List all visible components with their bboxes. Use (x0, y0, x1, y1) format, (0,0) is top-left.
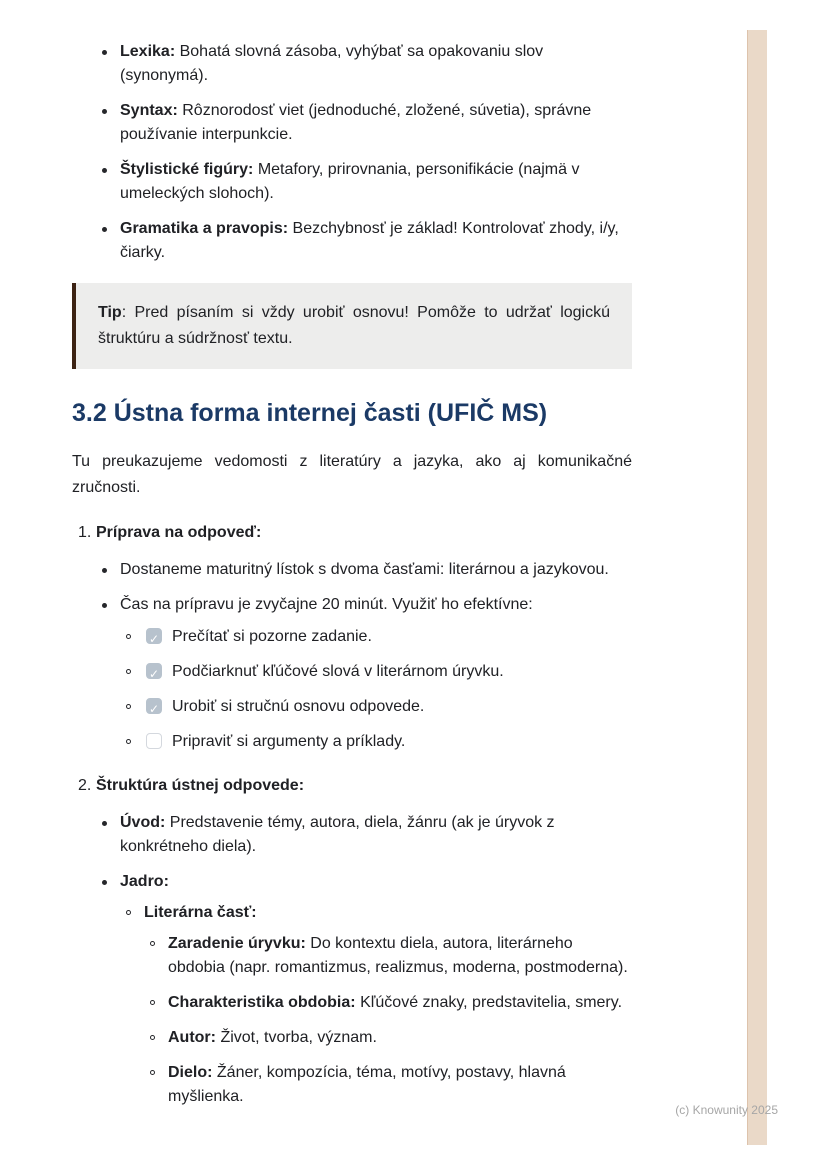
bullet-item (72, 99, 632, 147)
checkbox-icon[interactable] (146, 663, 162, 679)
sub-bullet-text: Kľúčové znaky, predstavitelia, smery. (360, 994, 623, 1011)
tip-label: Tip (98, 304, 122, 321)
checkbox-icon[interactable] (146, 628, 162, 644)
bullet-text: Rôznorodosť viet (jednoduché, zložené, súvetia), správne používanie interpunkcie. (120, 102, 592, 143)
numbered-title (72, 521, 632, 545)
circle-bullet-icon (126, 901, 144, 925)
circle-bullet-icon (150, 1026, 168, 1050)
numbered-title-text: Štruktúra ústnej odpovede: (96, 777, 305, 794)
bullet-icon (102, 558, 120, 582)
bullet-label: Štylistické figúry: (120, 161, 254, 178)
bullet-item (72, 558, 632, 582)
circle-bullet-icon (150, 932, 168, 980)
bullet-text-wrap (120, 217, 632, 265)
tip-body: : Pred písaním si vždy urobiť osnovu! Pomôže to udržať logickú štruktúru a súdržnosť textu. (98, 304, 610, 347)
circle-bullet-icon (150, 1061, 168, 1109)
sub-bullet-item (72, 932, 632, 980)
checklist-item (72, 625, 632, 649)
sub-bullet-item (72, 1061, 632, 1109)
sub-bullet-item (72, 991, 632, 1015)
bullet-item (72, 158, 632, 206)
bullet-icon (102, 158, 120, 206)
bullet-item (72, 593, 632, 617)
checklist-item (72, 730, 632, 754)
bullet-text-wrap (120, 811, 632, 859)
bullet-item (72, 40, 632, 88)
bullet-item (72, 811, 632, 859)
checklist-text: Urobiť si stručnú osnovu odpovede. (172, 698, 425, 715)
bullet-text: Predstavenie témy, autora, diela, žánru (ak je úryvok z konkrétneho diela). (120, 814, 555, 855)
sub-bullet-item (72, 1026, 632, 1050)
numbered-item-2 (72, 774, 632, 1109)
bullet-text-wrap (120, 40, 632, 88)
sub-bullet-text-wrap (168, 932, 632, 980)
list-number: 1. (78, 524, 92, 541)
sub-section-title (72, 901, 632, 925)
sub-bullet-text-wrap (168, 1061, 632, 1109)
circle-bullet-icon (126, 730, 144, 754)
sub-bullet-label: Autor: (168, 1029, 216, 1046)
tip-text (98, 300, 610, 352)
sub-bullet-text: Život, tvorba, význam. (220, 1029, 377, 1046)
bullet-item (72, 217, 632, 265)
document-body (72, 40, 632, 1120)
sub-bullet-text: Do kontextu diela, autora, literárneho obdobia (napr. romantizmus, realizmus, moderna, postmoderna). (168, 935, 628, 976)
checklist-item (72, 660, 632, 684)
sub-bullet-text-wrap (168, 991, 632, 1015)
checklist-text: Podčiarknuť kľúčové slová v literárnom úryvku. (172, 663, 504, 680)
bullet-text: Dostaneme maturitný lístok s dvoma časťami: literárnou a jazykovou. (120, 561, 609, 578)
circle-bullet-icon (126, 695, 144, 719)
bullet-label: Syntax: (120, 102, 178, 119)
bullet-icon (102, 870, 120, 894)
tip-callout (72, 283, 632, 369)
bullet-icon (102, 217, 120, 265)
checklist-text: Prečítať si pozorne zadanie. (172, 628, 372, 645)
checklist-text: Pripraviť si argumenty a príklady. (172, 733, 406, 750)
bullet-label: Gramatika a pravopis: (120, 220, 289, 237)
bullet-icon (102, 593, 120, 617)
bullet-icon (102, 811, 120, 859)
checklist-item (72, 695, 632, 719)
bullet-icon (102, 99, 120, 147)
section-intro: Tu preukazujeme vedomosti z literatúry a jazyka, ako aj komunikačné zručnosti. (72, 453, 632, 496)
sub-section-label: Literárna časť: (144, 904, 257, 921)
bullet-text: Čas na prípravu je zvyčajne 20 minút. Využiť ho efektívne: (120, 596, 533, 613)
top-bullet-list (72, 40, 632, 265)
sub-bullet-text-wrap (168, 1026, 632, 1050)
checkbox-icon[interactable] (146, 733, 162, 749)
bullet-text-wrap (120, 99, 632, 147)
sub-bullet-text: Žáner, kompozícia, téma, motívy, postavy, hlavná myšlienka. (168, 1064, 566, 1105)
circle-bullet-icon (126, 660, 144, 684)
sub-bullet-label: Charakteristika obdobia: (168, 994, 356, 1011)
footer-copyright: (c) Knowunity 2025 (675, 1103, 778, 1117)
bullet-icon (102, 40, 120, 88)
bullet-label: Lexika: (120, 43, 176, 60)
page-edge-strip (747, 30, 767, 1145)
sub-bullet-label: Zaradenie úryvku: (168, 935, 306, 952)
numbered-title (72, 774, 632, 798)
section-heading: 3.2 Ústna forma internej časti (UFIČ MS) (72, 399, 548, 427)
sub-bullet-label: Dielo: (168, 1064, 213, 1081)
circle-bullet-icon (126, 625, 144, 649)
bullet-text: Bezchybnosť je základ! Kontrolovať zhody, i/y, čiarky. (120, 220, 619, 261)
list-number: 2. (78, 777, 92, 794)
bullet-text: Bohatá slovná zásoba, vyhýbať sa opakovaniu slov (synonymá). (120, 43, 544, 84)
bullet-text-wrap (120, 158, 632, 206)
bullet-label: Jadro: (120, 873, 169, 890)
bullet-text: Metafory, prirovnania, personifikácie (najmä v umeleckých slohoch). (120, 161, 580, 202)
checkbox-icon[interactable] (146, 698, 162, 714)
checklist (72, 625, 632, 754)
bullet-label: Úvod: (120, 814, 166, 831)
numbered-title-text: Príprava na odpoveď: (96, 524, 262, 541)
numbered-item-1 (72, 521, 632, 754)
bullet-item (72, 870, 632, 894)
circle-bullet-icon (150, 991, 168, 1015)
